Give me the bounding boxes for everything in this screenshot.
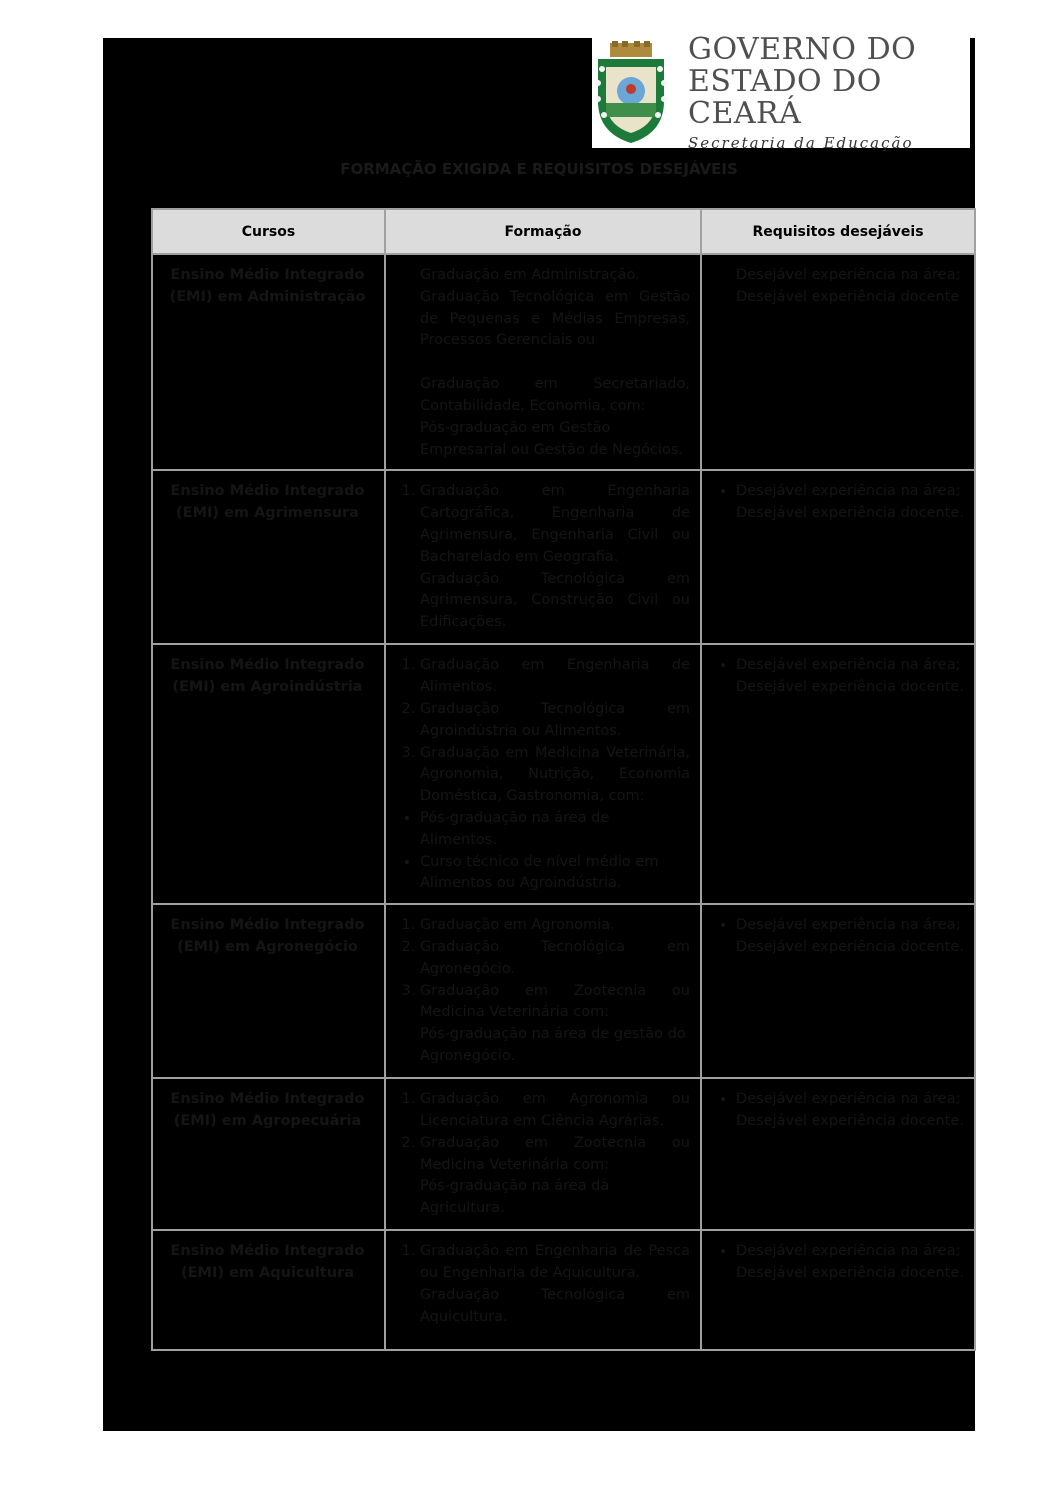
table-row	[152, 1078, 975, 1230]
logo-line-2: ESTADO DO CEARÁ	[688, 64, 882, 131]
course-cell: Ensino Médio Integrado (EMI) em Aquicultura	[152, 1230, 385, 1350]
formacao-item: Graduação em Secretariado, Contabilidade, Economia, com:	[420, 376, 690, 414]
formacao-item: 3. Graduação em Medicina Veterinária, Agronomia, Nutrição, Economia Doméstica, Gastronomia, com:	[420, 743, 690, 808]
formacao-item: 2. Graduação em Zootecnia ou Medicina Veterinária com:	[420, 1133, 690, 1177]
requisito-item: • Desejável experiência na área;	[736, 1089, 964, 1111]
course-cell: Ensino Médio Integrado (EMI) em Agroindústria	[152, 644, 385, 904]
logo-subtitle: Secretaria da Educação	[688, 134, 914, 152]
formacao-cell	[385, 904, 701, 1078]
formacao-item: 1. Graduação em Engenharia de Pesca ou Engenharia de Aquicultura.	[420, 1241, 690, 1285]
formacao-cell	[385, 470, 701, 644]
logo-line-1: GOVERNO DO	[688, 32, 917, 67]
header-cursos: Cursos	[152, 209, 385, 254]
formacao-item: Graduação Tecnológica em Aquicultura.	[420, 1286, 690, 1325]
course-cell: Ensino Médio Integrado (EMI) em Agronegócio	[152, 904, 385, 1078]
formacao-item: 1. Graduação em Agronomia ou Licenciatura em Ciência Agrárias.	[420, 1089, 690, 1133]
requisito-item: Desejável experiência docente.	[736, 1264, 964, 1281]
requisitos-cell	[701, 1230, 975, 1350]
formacao-extra: Pós-graduação na área de gestão do Agronegócio.	[420, 1026, 686, 1064]
formacao-item	[420, 352, 690, 374]
formacao-bullet: • Curso técnico de nível médio em Alimentos ou Agroindústria.	[420, 852, 690, 896]
requisitos-cell	[701, 470, 975, 644]
header-formacao: Formação	[385, 209, 701, 254]
formacao-item: 2. Graduação Tecnológica em Agroindústria ou Alimentos.	[420, 699, 690, 743]
state-crest-icon	[592, 41, 670, 145]
formacao-cell	[385, 1230, 701, 1350]
formacao-item: 1. Graduação em Engenharia de Alimentos.	[420, 655, 690, 699]
table-row	[152, 644, 975, 904]
formacao-bullet: • Pós-graduação na área de Alimentos.	[420, 808, 690, 852]
formacao-cell	[385, 644, 701, 904]
formacao-item: Pós-graduação em Gestão Empresarial ou Gestão de Negócios.	[420, 419, 684, 458]
formacao-cell	[385, 254, 701, 470]
formacao-item: 3. Graduação em Zootecnia ou Medicina Veterinária com:	[420, 981, 690, 1025]
document-title: FORMAÇÃO EXIGIDA E REQUISITOS DESEJÁVEIS	[340, 160, 738, 178]
table-header-row	[152, 209, 975, 254]
formacao-cell	[385, 1078, 701, 1230]
requisito-item: Desejável experiência docente.	[736, 938, 964, 955]
requisito-item: Desejável experiência docente.	[736, 679, 964, 696]
course-cell: Ensino Médio Integrado (EMI) em Agrimensura	[152, 470, 385, 644]
requisito-item: Desejável experiência docente.	[736, 505, 964, 522]
formacao-item: 1. Graduação em Agronomia.	[420, 915, 690, 937]
table-row	[152, 254, 975, 470]
requisitos-cell	[701, 644, 975, 904]
formacao-item: 2. Graduação Tecnológica em Agronegócio.	[420, 937, 690, 981]
header-requisitos: Requisitos desejáveis	[701, 209, 975, 254]
requisitos-cell	[701, 904, 975, 1078]
table-row	[152, 904, 975, 1078]
table-row	[152, 1230, 975, 1350]
requirements-table	[151, 208, 976, 1351]
formacao-extra: Pós-graduação na área da Agricultura.	[420, 1178, 610, 1217]
requisitos-cell	[701, 254, 975, 470]
government-logo	[592, 32, 970, 152]
requisito-item: • Desejável experiência na área;	[736, 1241, 964, 1263]
formacao-item: 1. Graduação em Engenharia Cartográfica, Engenharia de Agrimensura, Engenharia Civil ou Bacharelado em Geografia.	[420, 481, 690, 568]
course-cell: Ensino Médio Integrado (EMI) em Administração	[152, 254, 385, 470]
course-cell: Ensino Médio Integrado (EMI) em Agropecuária	[152, 1078, 385, 1230]
requisitos-cell	[701, 1078, 975, 1230]
requisito-item: • Desejável experiência na área;	[736, 481, 964, 503]
formacao-item: Graduação em Administração.	[420, 267, 640, 283]
formacao-item: Graduação Tecnológica em Gestão de Pequenas e Médias Empresas, Processos Gerenciais ou	[420, 288, 690, 349]
formacao-item: Graduação Tecnológica em Agrimensura, Construção Civil ou Edificações.	[420, 570, 690, 631]
requisito-item: Desejável experiência docente.	[736, 1112, 964, 1129]
table-row	[152, 470, 975, 644]
requisito-item: • Desejável experiência na área;	[736, 655, 964, 677]
requisito-item: Desejável experiência na área;	[736, 267, 961, 283]
requisito-item: Desejável experiência docente	[736, 288, 960, 305]
requisito-item: • Desejável experiência na área;	[736, 915, 964, 937]
